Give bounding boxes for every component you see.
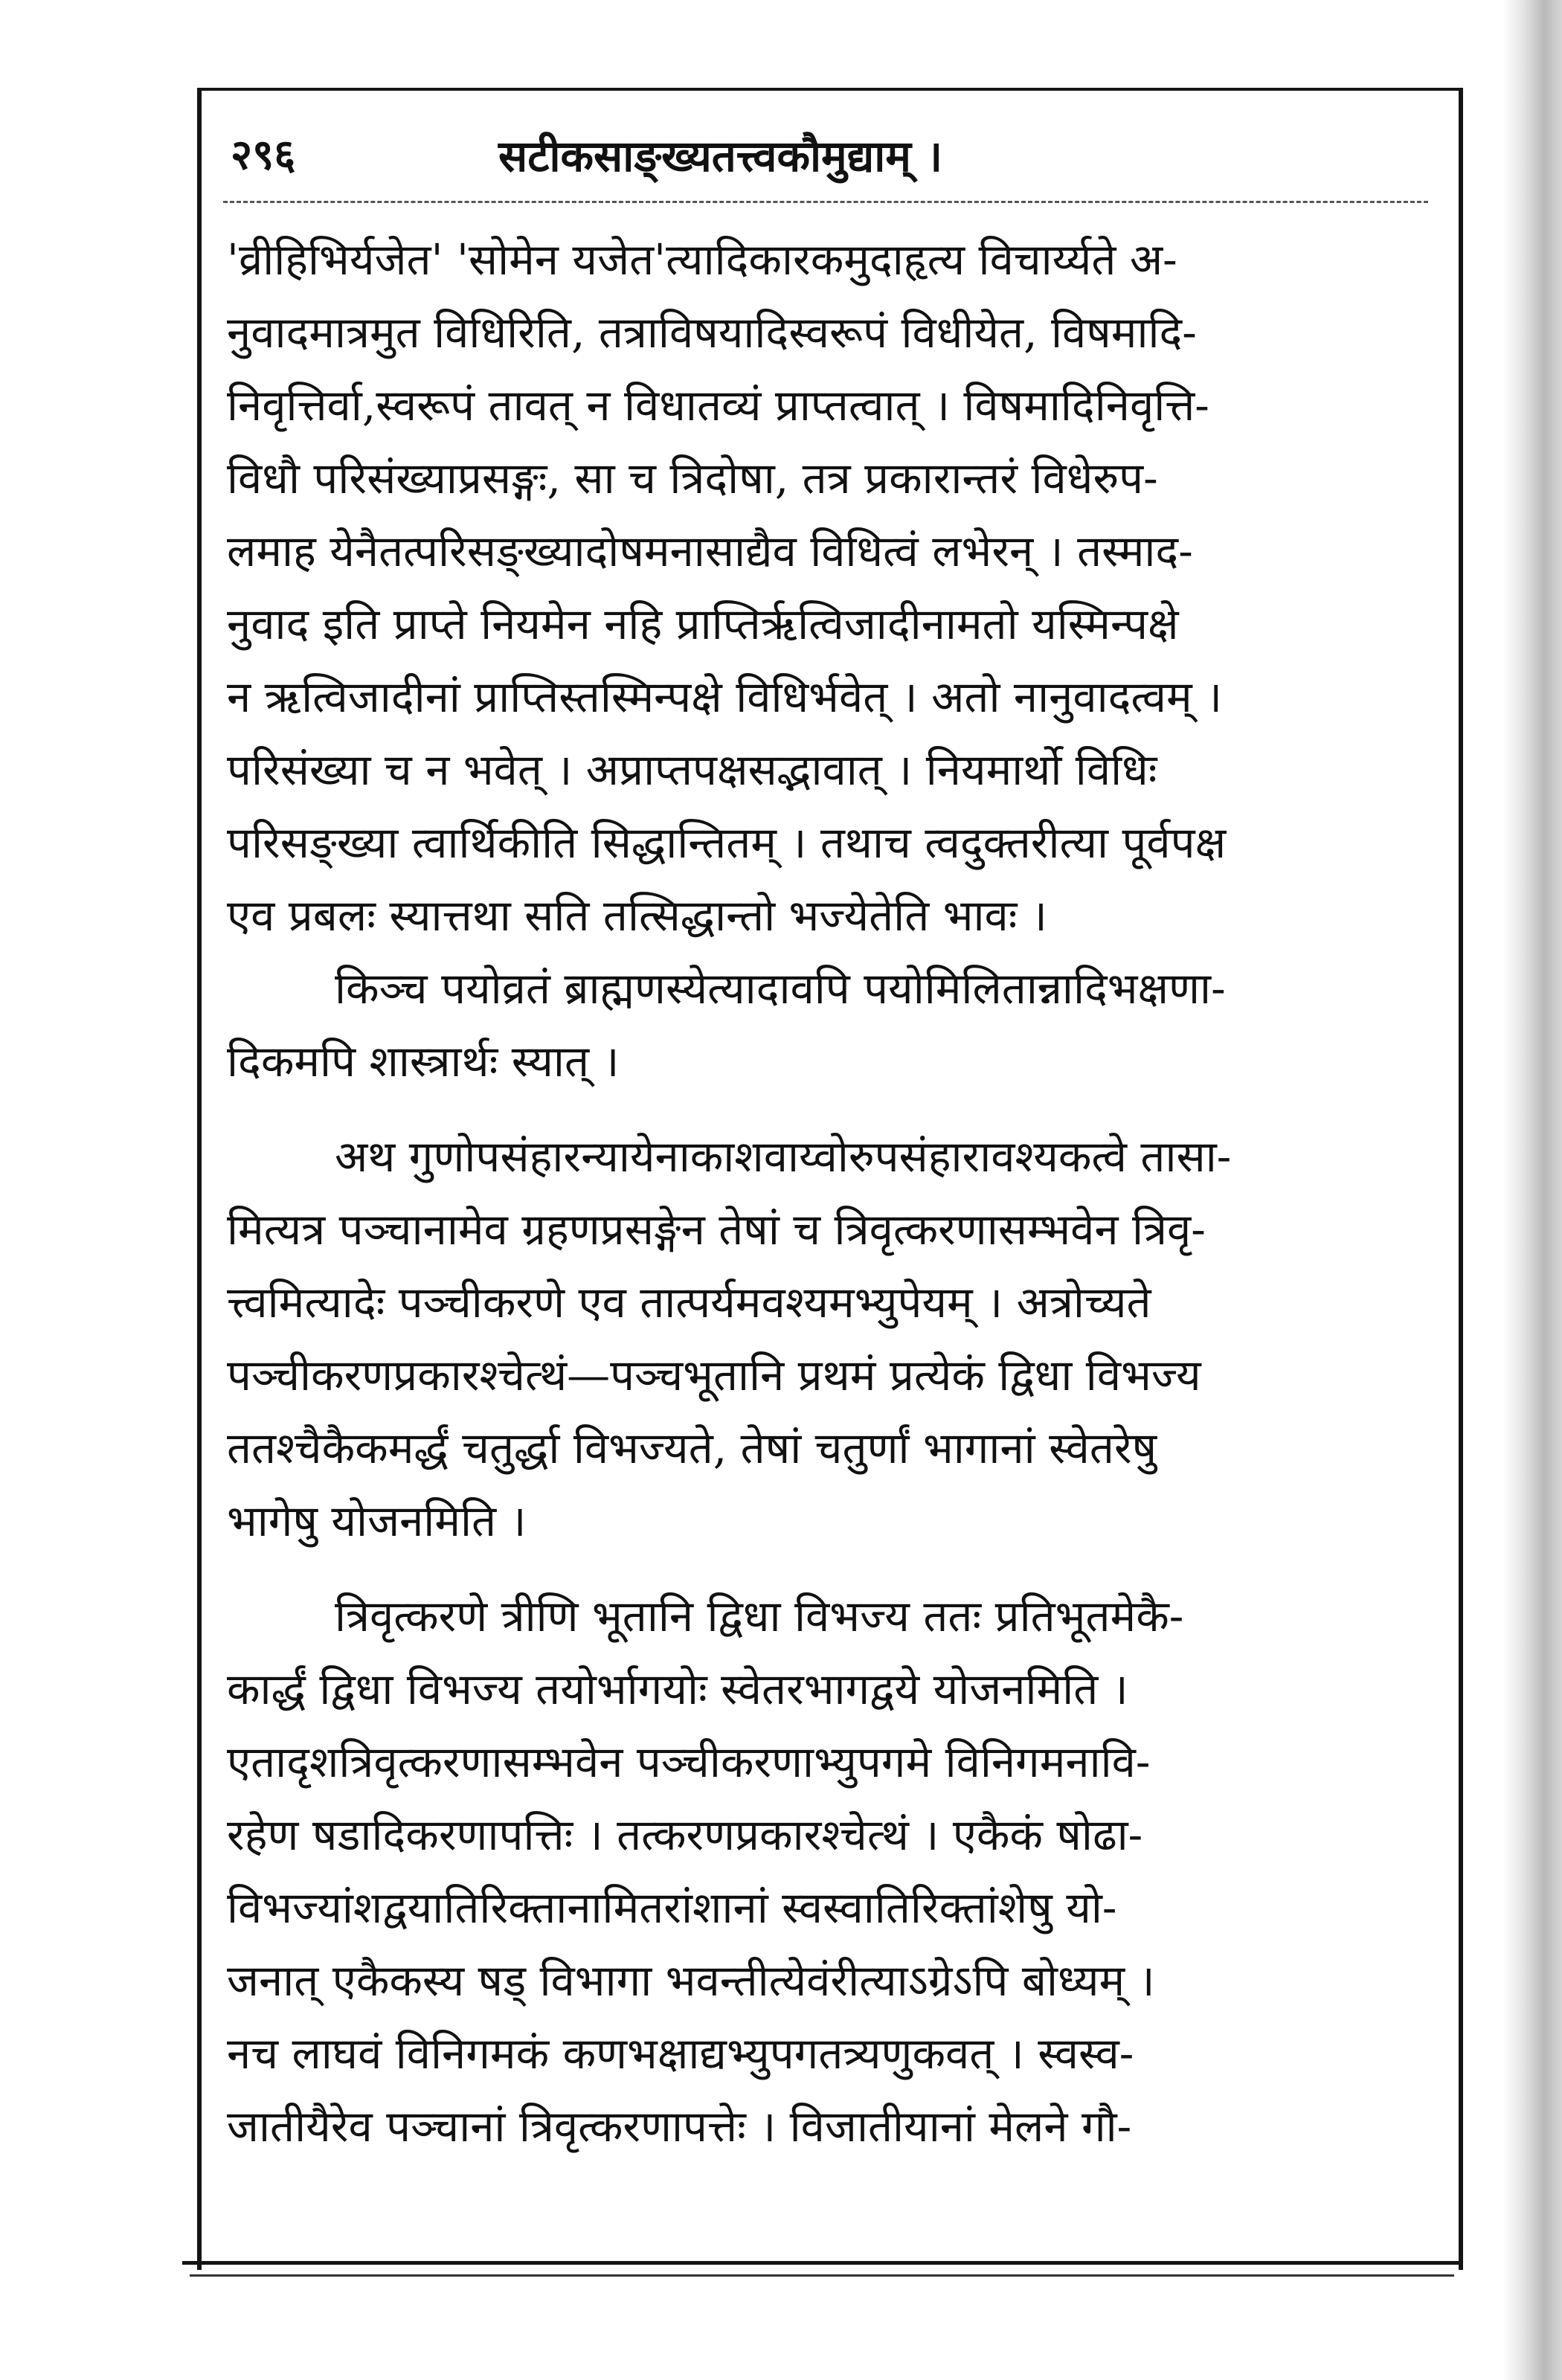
text-line: नुवादमात्रमुत विधिरिति, तत्राविषयादिस्वरूपं विधीयेत, विषमादि-	[227, 307, 1197, 358]
paragraph-3	[227, 1120, 1428, 1557]
text-line: लमाह येनैतत्परिसङ्ख्यादोषमनासाद्यैव विधित्वं लभेरन् । तस्माद-	[227, 526, 1193, 576]
text-line: पञ्चीकरणप्रकारश्चेत्थं—पञ्चभूतानि प्रथमं प्रत्येकं द्विधा विभज्य	[227, 1350, 1201, 1400]
page-header	[231, 125, 1421, 184]
text-line: न ऋत्विजादीनां प्राप्तिस्तस्मिन्पक्षे विधिर्भवेत् । अतो नानुवादत्वम् ।	[227, 672, 1223, 722]
text-line: जनात् एकैकस्य षड् विभागा भवन्तीत्येवंरीत्याऽग्रेऽपि बोध्यम् ।	[227, 1955, 1155, 2006]
text-line: विधौ परिसंख्याप्रसङ्गः, सा च त्रिदोषा, तत्र प्रकारान्तरं विधेरुप-	[227, 453, 1158, 504]
text-line: रहेण षडादिकरणापत्तिः । तत्करणप्रकारश्चेत्थं । एकैकं षोढा-	[227, 1810, 1143, 1860]
text-line: अथ गुणोपसंहारन्यायेनाकाशवाय्वोरुपसंहारावश्यकत्वे तासा-	[335, 1131, 1232, 1182]
text-line: परिसंख्या च न भवेत् । अप्राप्तपक्षसद्भावात् । नियमार्थो विधिः	[227, 744, 1157, 795]
text-line: निवृत्तिर्वा,स्वरूपं तावत् न विधातव्यं प्राप्तत्वात् । विषमादिनिवृत्ति-	[227, 380, 1209, 431]
text-line: त्त्वमित्यादेः पञ्चीकरणे एव तात्पर्यमवश्यमभ्युपेयम् । अत्रोच्यते	[227, 1277, 1151, 1328]
header-rule	[223, 201, 1428, 203]
text-line: ततश्चैकैकमर्द्धं चतुर्द्धा विभज्यते, तेषां चतुर्णां भागानां स्वेतरेषु	[227, 1423, 1157, 1473]
text-line: एव प्रबलः स्यात्तथा सति तत्सिद्धान्तो भज्येतेति भावः ।	[227, 890, 1047, 941]
paragraph-1	[227, 223, 1428, 952]
text-line: नच लाघवं विनिगमकं कणभक्षाद्यभ्युपगतत्र्यणुकवत् । स्वस्व-	[227, 2028, 1134, 2079]
text-line: दिकमपि शास्त्रार्थः स्यात् ।	[227, 1036, 620, 1087]
bottom-rule-secondary	[190, 2274, 1454, 2277]
text-line: 'व्रीहिभिर्यजेत' 'सोमेन यजेत'त्यादिकारकमुदाहृत्य विचार्य्यते अ-	[227, 234, 1177, 285]
paragraph-gap	[227, 1098, 1428, 1120]
text-line: विभज्यांशद्वयातिरिक्तानामितरांशानां स्वस्वातिरिक्तांशेषु यो-	[227, 1882, 1117, 1933]
text-line: त्रिवृत्करणे त्रीणि भूतानि द्विधा विभज्य ततः प्रतिभूतमेकै-	[335, 1591, 1184, 1641]
page-number: २९६	[231, 130, 296, 179]
text-line: नुवाद इति प्राप्ते नियमेन नहि प्राप्तिरृत्विजादीनामतो यस्मिन्पक्षे	[227, 599, 1179, 649]
text-line: मित्यत्र पञ्चानामेव ग्रहणप्रसङ्गेन तेषां च त्रिवृत्करणासम्भवेन त्रिवृ-	[227, 1204, 1206, 1255]
paragraph-2	[227, 952, 1428, 1098]
text-line: परिसङ्ख्या त्वार्थिकीति सिद्धान्तितम् । तथाच त्वदुक्तरीत्या पूर्वपक्ष	[227, 817, 1227, 868]
paragraph-gap	[227, 1557, 1428, 1580]
paragraph-4	[227, 1580, 1428, 2163]
text-line: एतादृशत्रिवृत्करणासम्भवेन पञ्चीकरणाभ्युपगमे विनिगमनावि-	[227, 1737, 1151, 1787]
page-edge-shadow	[1502, 0, 1562, 2380]
bottom-rule	[182, 2261, 1462, 2265]
text-line: किञ्च पयोव्रतं ब्राह्मणस्येत्यादावपि पयोमिलितान्नादिभक्षणा-	[335, 963, 1226, 1014]
running-title: सटीकसाङ्ख्यतत्त्वकौमुद्याम् ।	[498, 131, 943, 181]
text-line: कार्द्धं द्विधा विभज्य तयोर्भागयोः स्वेतरभागद्वये योजनमिति ।	[227, 1664, 1128, 1714]
text-line: भागेषु योजनमिति ।	[227, 1496, 527, 1546]
text-line: जातीयैरेव पञ्चानां त्रिवृत्करणापत्तेः । विजातीयानां मेलने गौ-	[227, 2101, 1132, 2152]
body-text	[227, 223, 1428, 2163]
